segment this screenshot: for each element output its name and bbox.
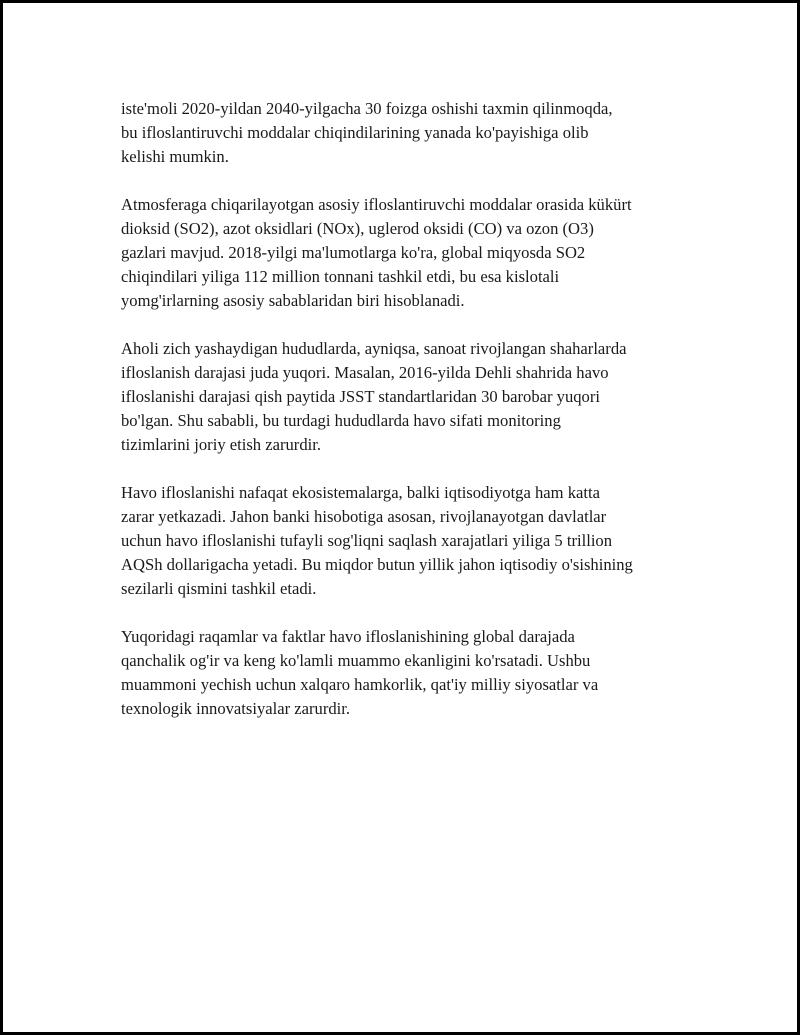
text-line: chiqindilari yiliga 112 million tonnani tashkil etdi, bu esa kislotali [121, 267, 560, 286]
paragraph-5 [121, 625, 693, 721]
text-line: qanchalik og'ir va keng ko'lamli muammo ekanligini ko'rsatadi. Ushbu [121, 651, 591, 670]
text-line: ifloslanish darajasi juda yuqori. Masalan, 2016-yilda Dehli shahrida havo [121, 363, 609, 382]
text-line: yomg'irlarning asosiy sabablaridan biri hisoblanadi. [121, 291, 465, 310]
document-body [121, 97, 693, 745]
text-line: bu ifloslantiruvchi moddalar chiqindilarining yanada ko'payishiga olib [121, 123, 589, 142]
text-line: dioksid (SO2), azot oksidlari (NOx), uglerod oksidi (CO) va ozon (O3) [121, 219, 594, 238]
text-line: gazlari mavjud. 2018-yilgi ma'lumotlarga ko'ra, global miqyosda SO2 [121, 243, 586, 262]
text-line: muammoni yechish uchun xalqaro hamkorlik, qat'iy milliy siyosatlar va [121, 675, 599, 694]
text-line: iste'moli 2020-yildan 2040-yilgacha 30 foizga oshishi taxmin qilinmoqda, [121, 99, 613, 118]
text-line: sezilarli qismini tashkil etadi. [121, 579, 317, 598]
text-line: ifloslanishi darajasi qish paytida JSST standartlaridan 30 barobar yuqori [121, 387, 600, 406]
text-line: Aholi zich yashaydigan hududlarda, ayniqsa, sanoat rivojlangan shaharlarda [121, 339, 627, 358]
text-line: Atmosferaga chiqarilayotgan asosiy ifloslantiruvchi moddalar orasida kükürt [121, 195, 632, 214]
text-line: zarar yetkazadi. Jahon banki hisobotiga asosan, rivojlanayotgan davlatlar [121, 507, 607, 526]
text-line: AQSh dollarigacha yetadi. Bu miqdor butun yillik jahon iqtisodiy o'sishining [121, 555, 633, 574]
text-line: uchun havo ifloslanishi tufayli sog'liqni saqlash xarajatlari yiliga 5 trillion [121, 531, 613, 550]
text-line: Yuqoridagi raqamlar va faktlar havo ifloslanishining global darajada [121, 627, 575, 646]
text-line: bo'lgan. Shu sababli, bu turdagi hududlarda havo sifati monitoring [121, 411, 561, 430]
text-line: kelishi mumkin. [121, 147, 229, 166]
paragraph-2 [121, 193, 693, 313]
paragraph-4 [121, 481, 693, 601]
paragraph-1 [121, 97, 693, 169]
text-line: Havo ifloslanishi nafaqat ekosistemalarga, balki iqtisodiyotga ham katta [121, 483, 600, 502]
paragraph-3 [121, 337, 693, 457]
text-line: tizimlarini joriy etish zarurdir. [121, 435, 321, 454]
text-line: texnologik innovatsiyalar zarurdir. [121, 699, 351, 718]
